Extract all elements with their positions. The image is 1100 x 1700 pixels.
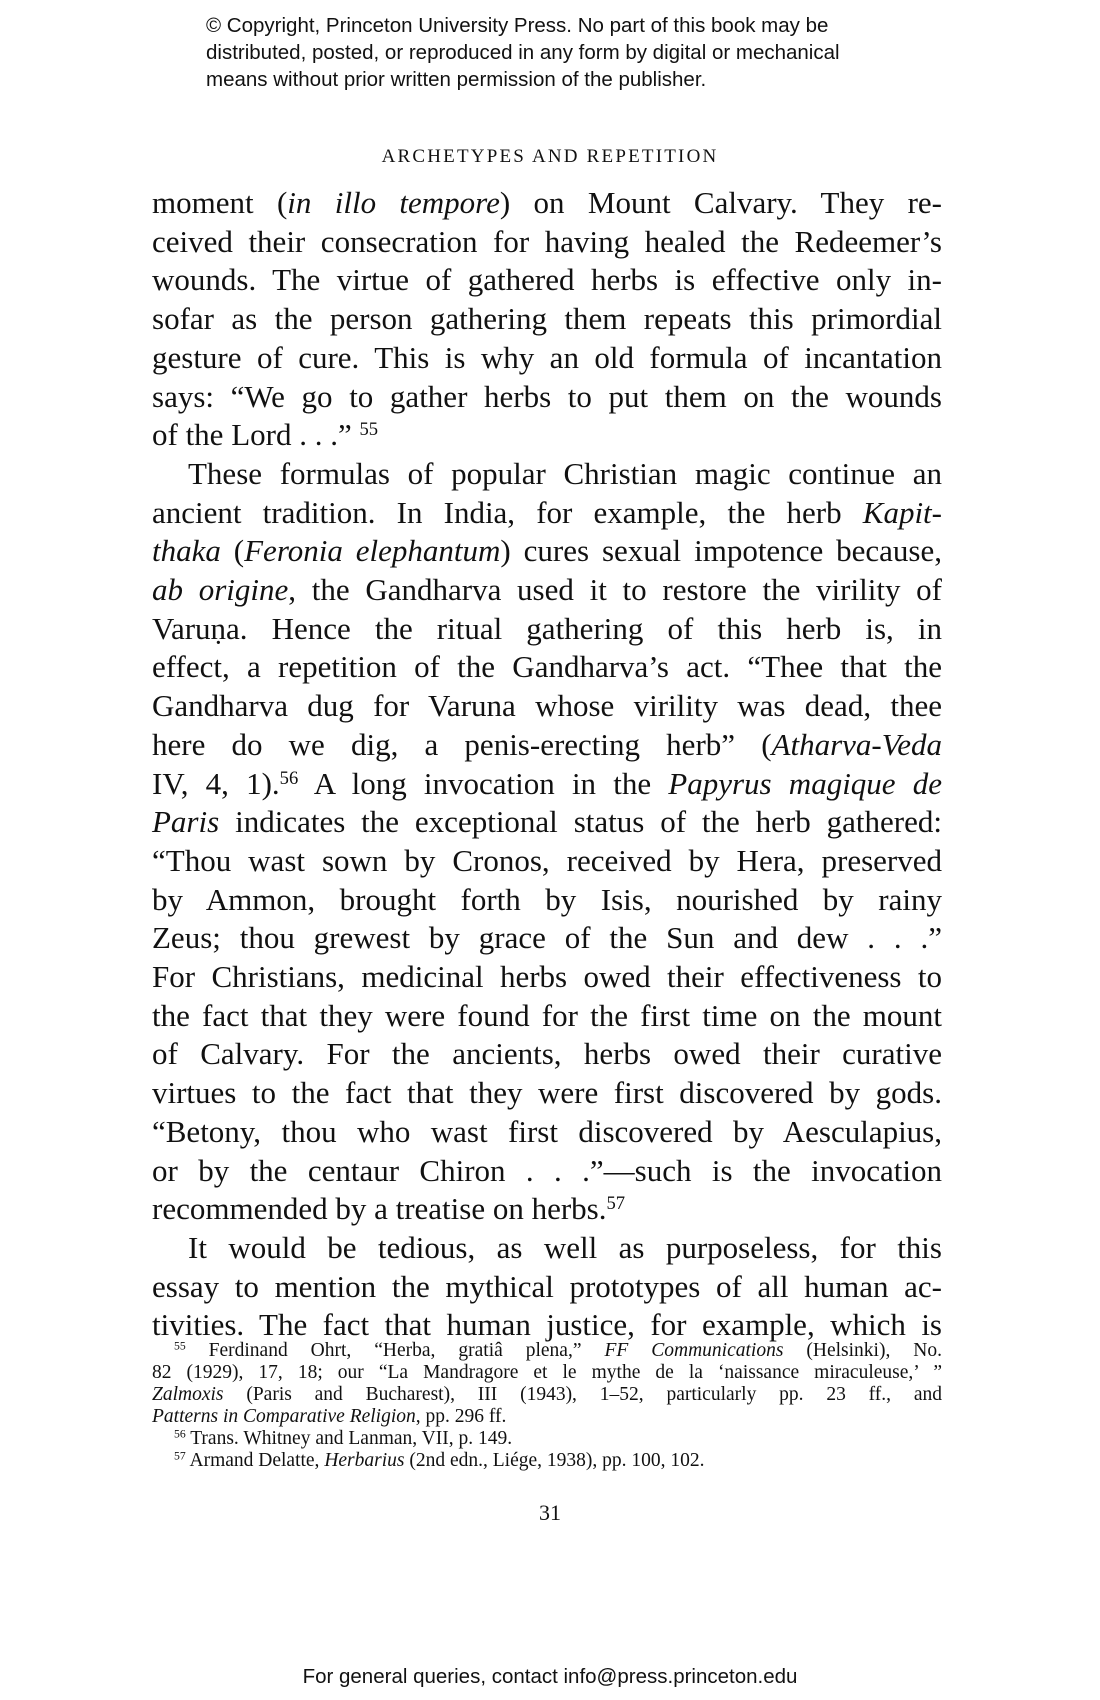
copyright-notice-line: distributed, posted, or reproduced in any form by digital or mechanical — [206, 41, 840, 64]
text-line: of Calvary. For the ancients, herbs owed their curative — [152, 1036, 942, 1072]
text-line: Paris indicates the exceptional status of the herb gathered: — [152, 804, 942, 840]
copyright-notice-line: © Copyright, Princeton University Press. No part of this book may be — [206, 14, 829, 37]
text-line: sofar as the person gathering them repeats this primordial — [152, 301, 942, 337]
text-line: moment (in illo tempore) on Mount Calvary. They re- — [152, 185, 942, 220]
text-line: of the Lord . . .” $^{55}$ — [152, 417, 379, 453]
footnote-line: $^{57}$ Armand Delatte, Herbarius (2nd edn., Liége, 1938), pp. 100, 102. — [174, 1449, 705, 1471]
text-line: essay to mention the mythical prototypes of all human ac- — [152, 1268, 942, 1304]
text-line: virtues to the fact that they were first discovered by gods. — [152, 1075, 942, 1111]
text-line: ab origine, the Gandharva used it to restore the virility of — [152, 572, 942, 608]
footnote-line: $^{55}$ Ferdinand Ohrt, “Herba, gratiâ plena,” FF Communications (Helsinki), No. — [174, 1339, 942, 1361]
text-line: IV, 4, 1).$^{56}$ A long invocation in the Papyrus magique de — [152, 765, 943, 801]
text-line: says: “We go to gather herbs to put them on the wounds — [152, 378, 942, 414]
footnote-line: Zalmoxis (Paris and Bucharest), III (1943), 1–52, particularly pp. 23 ff., and — [152, 1384, 942, 1405]
body-text — [152, 184, 942, 1345]
text-line: here do we dig, a penis-erecting herb” (Atharva-Veda — [152, 726, 942, 762]
text-line: or by the centaur Chiron . . .”—such is the invocation — [152, 1152, 942, 1188]
text-line: Zeus; thou grewest by grace of the Sun and dew . . .” — [152, 920, 942, 956]
running-head: ARCHETYPES AND REPETITION — [381, 146, 719, 167]
text-line: Varuṇa. Hence the ritual gathering of this herb is, in — [152, 610, 942, 646]
text-line: the fact that they were found for the first time on the mount — [152, 997, 942, 1033]
page-number: 31 — [539, 1500, 561, 1525]
text-line: For Christians, medicinal herbs owed their effectiveness to — [152, 959, 942, 995]
footnote-line: $^{56}$ Trans. Whitney and Lanman, VII, p. 149. — [174, 1427, 513, 1449]
text-line: tivities. The fact that human justice, for example, which is — [152, 1307, 942, 1343]
text-line: “Thou wast sown by Cronos, received by Hera, preserved — [152, 842, 942, 878]
contact-footer: For general queries, contact info@press.princeton.edu — [302, 1665, 798, 1688]
text-line: effect, a repetition of the Gandharva’s act. “Thee that the — [152, 649, 942, 685]
copyright-notice — [206, 12, 926, 93]
text-line: Gandharva dug for Varuna whose virility was dead, thee — [152, 688, 942, 724]
text-line: ancient tradition. In India, for example, the herb Kapit- — [152, 494, 942, 530]
footnotes — [152, 1340, 942, 1472]
text-line: These formulas of popular Christian magic continue an — [188, 455, 942, 491]
text-line: It would be tedious, as well as purposeless, for this — [188, 1229, 942, 1265]
copyright-notice-line: means without prior written permission of the publisher. — [206, 68, 707, 91]
text-line: gesture of cure. This is why an old formula of incantation — [152, 339, 942, 375]
text-line: by Ammon, brought forth by Isis, nourished by rainy — [152, 881, 942, 917]
text-line: recommended by a treatise on herbs.$^{57}$ — [152, 1191, 626, 1227]
text-line: “Betony, thou who wast first discovered by Aesculapius, — [152, 1113, 942, 1149]
footnote-line: Patterns in Comparative Religion, pp. 296 ff. — [152, 1406, 507, 1427]
text-line: ceived their consecration for having healed the Redeemer’s — [152, 223, 942, 259]
text-line: wounds. The virtue of gathered herbs is effective only in- — [152, 262, 942, 298]
footnote-line: 82 (1929), 17, 18; our “La Mandragore et le mythe de la ‘naissance miraculeuse,’ ” — [152, 1362, 942, 1383]
text-line: thaka (Feronia elephantum) cures sexual impotence because, — [152, 533, 942, 569]
